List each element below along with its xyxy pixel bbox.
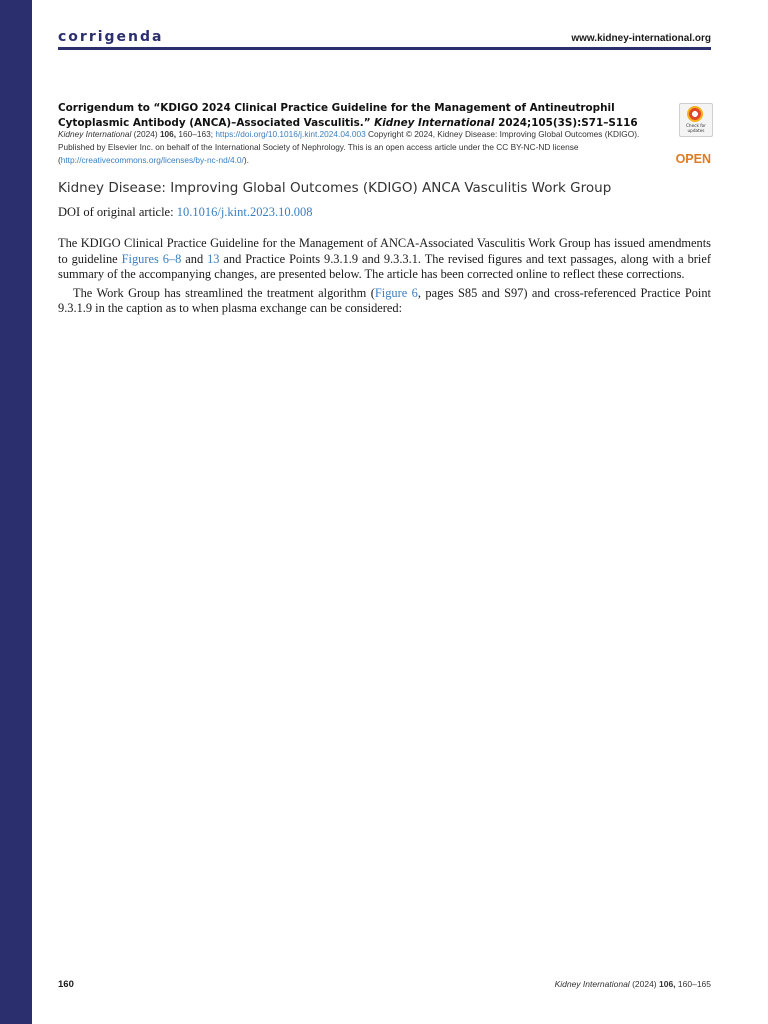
left-margin-bar xyxy=(0,0,32,1024)
section-label: corrigenda xyxy=(58,29,164,45)
figure-6-link[interactable]: Figure 6 xyxy=(374,285,418,300)
running-footer xyxy=(555,979,711,989)
check-for-updates-icon xyxy=(687,106,703,122)
meta-journal: Kidney International xyxy=(58,129,132,139)
p2-text-a: The Work Group has streamlined the treatment algorithm ( xyxy=(73,285,375,300)
footer-year: (2024) xyxy=(629,979,659,989)
title-main: Corrigendum to “KDIGO 2024 Clinical Practice Guideline for the Management of Antineutrophil Cytoplasmic Antibody (ANCA)–Associated Vasculitis.” xyxy=(58,102,615,129)
meta-year: (2024) xyxy=(131,129,160,139)
figures-6-8-link[interactable]: Figures 6–8 xyxy=(121,251,182,266)
badge-text: Check for updates xyxy=(686,123,706,133)
header-rule xyxy=(58,47,711,50)
open-access-label: OPEN xyxy=(675,152,711,166)
p1-text-c: and Practice Points 9.3.1.9 and 9.3.3.1. The revised figures and text passages, along with a brief summary of the accompanying changes, are presented below. The article has been corrected online to reflect these corrections. xyxy=(58,251,711,282)
p1-text-a: The KDIGO Clinical Practice Guideline for the Management of ANCA-Associated Vasculitis Work Group has issued amendments to guideline xyxy=(58,236,711,266)
p2-text-b: , pages S85 and S97) and cross-referenced Practice Point 9.3.1.9 in the caption as to when plasma exchange can be considered: xyxy=(58,285,711,316)
page-number: 160 xyxy=(58,979,74,990)
p1-text-b: and xyxy=(181,251,208,266)
footer-pages: 160–165 xyxy=(675,979,711,989)
workgroup-author: Kidney Disease: Improving Global Outcomes (KDIGO) ANCA Vasculitis Work Group xyxy=(58,180,612,196)
doi-label: DOI of original article: xyxy=(58,205,177,219)
title-citation: 2024;105(3S):S71–S116 xyxy=(494,117,638,129)
article-body xyxy=(58,236,711,320)
meta-volume: 106, xyxy=(159,129,177,139)
article-title xyxy=(58,101,663,131)
footer-journal: Kidney International xyxy=(554,979,630,989)
meta-pages: 160–163; xyxy=(176,129,216,139)
license-link[interactable]: http://creativecommons.org/licenses/by-nc-nd/4.0/ xyxy=(60,155,244,165)
site-url[interactable]: www.kidney-international.org xyxy=(571,33,711,44)
meta-copyright: Copyright © 2024, Kidney Disease: Improving Global Outcomes (KDIGO). Published by Elsevier Inc. on behalf of the International Society of Nephrology. This is an open access article under the CC BY-NC-ND license ( xyxy=(58,129,640,165)
paragraph-1 xyxy=(58,236,711,283)
title-journal: Kidney International xyxy=(374,117,495,129)
paragraph-2 xyxy=(58,286,711,317)
check-for-updates-badge[interactable] xyxy=(679,103,713,137)
doi-link[interactable]: 10.1016/j.kint.2023.10.008 xyxy=(176,205,313,219)
article-meta xyxy=(58,128,658,167)
meta-doi-link[interactable]: https://doi.org/10.1016/j.kint.2024.04.003 xyxy=(215,129,366,139)
footer-volume: 106, xyxy=(659,979,676,989)
original-doi xyxy=(58,205,313,220)
meta-close: ). xyxy=(243,155,249,165)
figure-13-link[interactable]: 13 xyxy=(207,251,220,266)
